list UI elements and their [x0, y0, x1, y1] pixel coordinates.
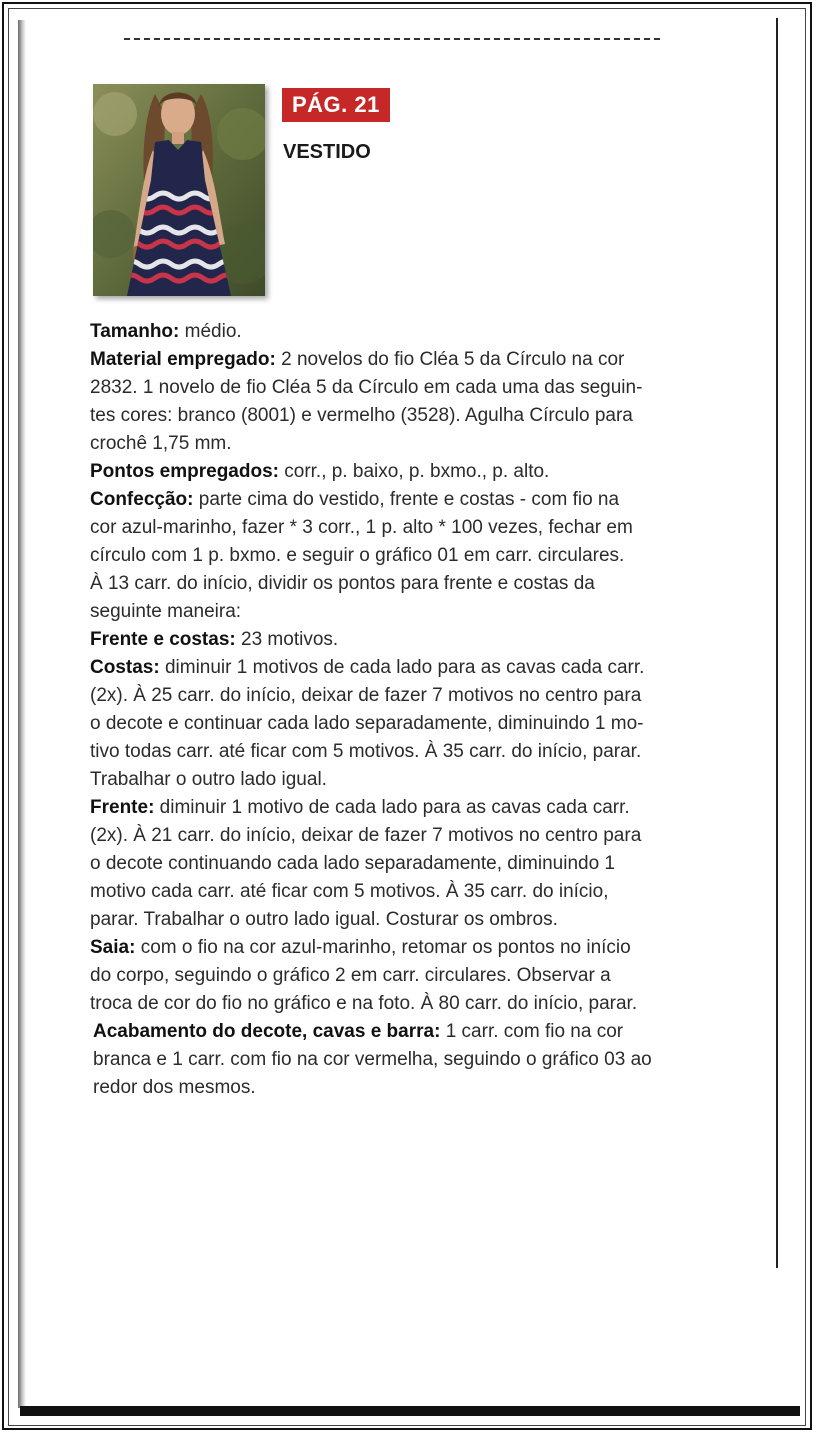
section-label: Confecção:: [90, 489, 194, 510]
right-margin-rule: [776, 18, 778, 1268]
page-number-badge: PÁG. 21: [282, 88, 390, 122]
section-confeccao: Confecção: parte cima do vestido, frente e costas - com fio na cor azul-marinho, fazer * 3 corr., 1 p. alto * 100 vezes, fechar em círculo com 1 p. bxmo. e seguir o gráfico 01 em carr. circulares. À 13 carr. do início, dividir os pontos para frente e costas da seguinte maneira:: [90, 489, 633, 622]
bottom-edge-bar: [20, 1406, 800, 1416]
section-frente: Frente: diminuir 1 motivo de cada lado para as cavas cada carr. (2x). À 21 carr. do início, deixar de fazer 7 motivos no centro para o decote continuando cada lado separadamente, diminuindo 1 motivo cada carr. até ficar com 5 motivos. À 35 carr. do início, parar. Trabalhar o outro lado igual. Costurar os ombros.: [90, 797, 642, 930]
section-label: Pontos empregados:: [90, 461, 279, 482]
section-label: Material empregado:: [90, 349, 276, 370]
section-material: Material empregado: 2 novelos do fio Cléa 5 da Círculo na cor 2832. 1 novelo de fio Cléa 5 da Círculo em cada uma das seguin- tes cores: branco (8001) e vermelho (3528). Agulha Círculo para crochê 1,75 mm.: [90, 349, 643, 454]
pattern-instructions: [90, 318, 770, 1102]
page-title: VESTIDO: [283, 141, 371, 163]
section-label: Costas:: [90, 657, 160, 678]
section-frente-e-costas: Frente e costas: 23 motivos.: [90, 629, 339, 650]
section-label: Saia:: [90, 937, 136, 958]
section-label: Tamanho:: [90, 321, 180, 342]
section-label: Frente:: [90, 797, 155, 818]
section-saia: Saia: com o fio na cor azul-marinho, retomar os pontos no início do corpo, seguindo o gráfico 2 em carr. circulares. Observar a troca de cor do fio no gráfico e na foto. À 80 carr. do início, parar.: [90, 937, 638, 1014]
section-label: Frente e costas:: [90, 629, 236, 650]
section-tamanho: Tamanho: médio.: [90, 321, 242, 342]
cut-line: [124, 38, 660, 40]
model-in-striped-dress-photo: [93, 84, 265, 296]
section-costas: Costas: diminuir 1 motivos de cada lado para as cavas cada carr. (2x). À 25 carr. do início, deixar de fazer 7 motivos no centro para o decote e continuar cada lado separadamente, diminuindo 1 mo- tivo todas carr. até ficar com 5 motivos. À 35 carr. do início, parar. Trabalhar o outro lado igual.: [90, 657, 645, 790]
section-acabamento: Acabamento do decote, cavas e barra: 1 carr. com fio na cor branca e 1 carr. com fio na cor vermelha, seguindo o gráfico 03 ao redor dos mesmos.: [93, 1021, 652, 1098]
section-pontos: Pontos empregados: corr., p. baixo, p. bxmo., p. alto.: [90, 461, 550, 482]
section-label: Acabamento do decote, cavas e barra:: [93, 1021, 441, 1042]
binding-shadow: [18, 20, 26, 1408]
